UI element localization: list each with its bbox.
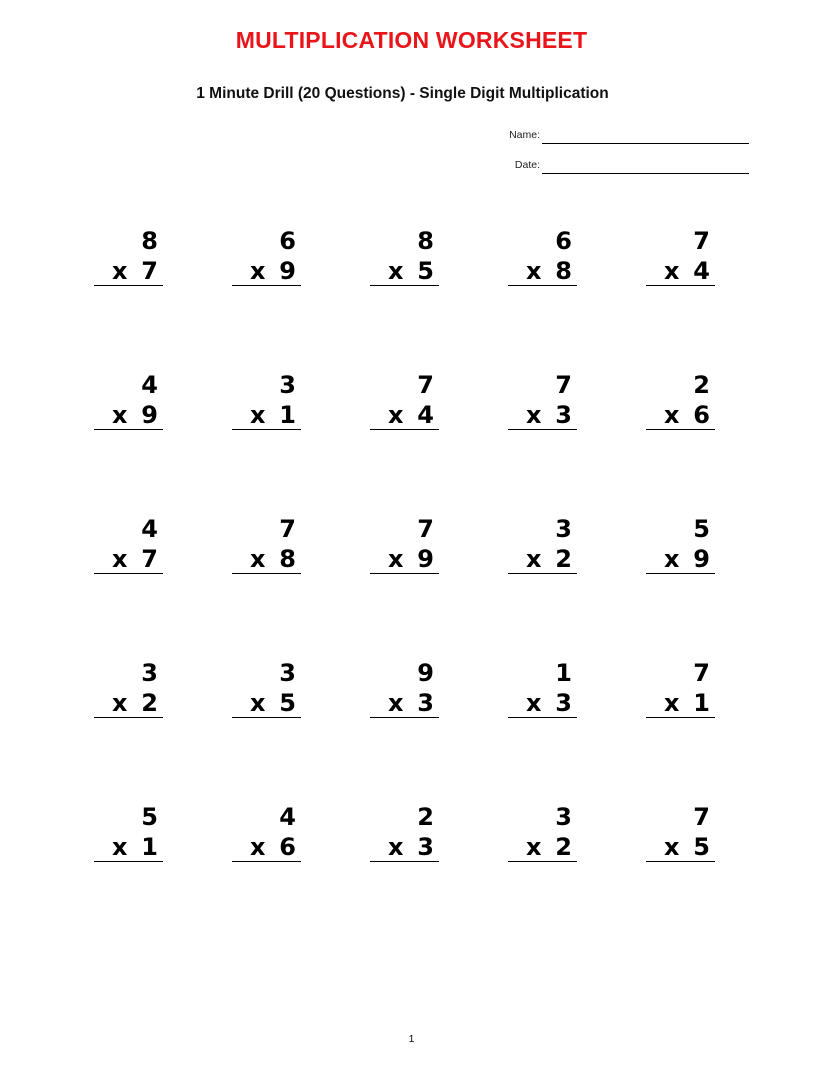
multiply-sign: x [112, 401, 128, 429]
answer-line[interactable] [508, 861, 577, 862]
answer-line[interactable] [232, 429, 301, 430]
answer-line[interactable] [232, 717, 301, 718]
multiply-sign: x [112, 833, 128, 861]
multiplicand: 3 [279, 371, 296, 399]
answer-line[interactable] [370, 861, 439, 862]
problem-18 [370, 659, 439, 719]
multiplier: 2 [555, 545, 572, 573]
answer-line[interactable] [94, 285, 163, 286]
multiply-sign: x [112, 689, 128, 717]
multiply-sign: x [526, 689, 542, 717]
multiplicand: 1 [555, 659, 572, 687]
multiplier-row [232, 257, 296, 285]
answer-line[interactable] [94, 429, 163, 430]
problem-1 [94, 227, 163, 287]
problem-4 [508, 227, 577, 287]
multiplier: 7 [141, 545, 158, 573]
multiplier: 4 [417, 401, 434, 429]
problem-15 [646, 515, 715, 575]
multiplier-row [646, 401, 710, 429]
multiplier-row [508, 401, 572, 429]
multiplier-row [508, 833, 572, 861]
multiplier-row [646, 689, 710, 717]
multiplicand: 3 [141, 659, 158, 687]
multiplicand: 4 [279, 803, 296, 831]
problem-11 [94, 515, 163, 575]
multiplier-row [94, 257, 158, 285]
answer-line[interactable] [94, 861, 163, 862]
multiplier-row [94, 833, 158, 861]
multiply-sign: x [526, 401, 542, 429]
multiply-sign: x [526, 257, 542, 285]
problem-16 [94, 659, 163, 719]
multiply-sign: x [250, 257, 266, 285]
problem-21 [94, 803, 163, 863]
multiply-sign: x [112, 257, 128, 285]
date-input-line[interactable] [542, 173, 749, 174]
multiply-sign: x [388, 401, 404, 429]
problem-grid [94, 227, 715, 947]
multiplier-row [370, 257, 434, 285]
answer-line[interactable] [232, 573, 301, 574]
problem-13 [370, 515, 439, 575]
worksheet-title: MULTIPLICATION WORKSHEET [235, 27, 588, 53]
multiplier-row [370, 689, 434, 717]
multiplier: 7 [141, 257, 158, 285]
multiplier: 9 [141, 401, 158, 429]
multiplicand: 6 [555, 227, 572, 255]
answer-line[interactable] [232, 861, 301, 862]
problem-25 [646, 803, 715, 863]
multiplier-row [370, 401, 434, 429]
multiply-sign: x [664, 401, 680, 429]
multiplier: 3 [555, 689, 572, 717]
problem-12 [232, 515, 301, 575]
multiplier-row [232, 545, 296, 573]
problem-2 [232, 227, 301, 287]
problem-23 [370, 803, 439, 863]
date-label: Date: [514, 159, 540, 171]
multiply-sign: x [388, 545, 404, 573]
multiplier-row [646, 257, 710, 285]
multiplicand: 8 [141, 227, 158, 255]
multiplier: 3 [417, 833, 434, 861]
answer-line[interactable] [370, 285, 439, 286]
multiply-sign: x [388, 257, 404, 285]
multiplier-row [232, 689, 296, 717]
multiplicand: 9 [417, 659, 434, 687]
multiply-sign: x [664, 689, 680, 717]
page-number: 1 [408, 1034, 415, 1045]
answer-line[interactable] [646, 285, 715, 286]
multiplicand: 5 [693, 515, 710, 543]
multiplier: 2 [141, 689, 158, 717]
multiplier-row [94, 545, 158, 573]
multiply-sign: x [250, 401, 266, 429]
multiplier: 4 [693, 257, 710, 285]
name-input-line[interactable] [542, 143, 749, 144]
multiplier-row [646, 833, 710, 861]
multiplier: 6 [279, 833, 296, 861]
multiply-sign: x [526, 545, 542, 573]
answer-line[interactable] [370, 717, 439, 718]
multiplier: 5 [693, 833, 710, 861]
problem-8 [370, 371, 439, 431]
multiplier-row [508, 689, 572, 717]
multiplicand: 7 [693, 803, 710, 831]
name-field [470, 129, 540, 143]
multiply-sign: x [388, 689, 404, 717]
multiplicand: 7 [555, 371, 572, 399]
problem-14 [508, 515, 577, 575]
problem-9 [508, 371, 577, 431]
multiplier-row [94, 401, 158, 429]
problem-3 [370, 227, 439, 287]
multiplicand: 8 [417, 227, 434, 255]
problem-17 [232, 659, 301, 719]
multiplicand: 7 [417, 371, 434, 399]
multiplier: 9 [417, 545, 434, 573]
multiplier-row [508, 545, 572, 573]
answer-line[interactable] [646, 717, 715, 718]
multiply-sign: x [664, 257, 680, 285]
worksheet-subtitle: 1 Minute Drill (20 Questions) - Single Digit Multiplication [196, 85, 609, 102]
multiplicand: 7 [693, 227, 710, 255]
multiplicand: 3 [279, 659, 296, 687]
multiplicand: 3 [555, 803, 572, 831]
multiplier: 9 [693, 545, 710, 573]
answer-line[interactable] [370, 573, 439, 574]
problem-6 [94, 371, 163, 431]
problem-7 [232, 371, 301, 431]
answer-line[interactable] [508, 285, 577, 286]
multiply-sign: x [388, 833, 404, 861]
multiply-sign: x [112, 545, 128, 573]
multiplier: 5 [279, 689, 296, 717]
multiplicand: 6 [279, 227, 296, 255]
multiplier: 8 [279, 545, 296, 573]
multiplier: 1 [693, 689, 710, 717]
multiplicand: 2 [693, 371, 710, 399]
multiplier: 3 [417, 689, 434, 717]
multiplicand: 3 [555, 515, 572, 543]
multiplier: 8 [555, 257, 572, 285]
multiplier: 1 [141, 833, 158, 861]
multiplier: 6 [693, 401, 710, 429]
multiplicand: 7 [417, 515, 434, 543]
multiplier: 2 [555, 833, 572, 861]
multiplicand: 4 [141, 371, 158, 399]
multiplicand: 4 [141, 515, 158, 543]
multiplicand: 5 [141, 803, 158, 831]
multiply-sign: x [250, 689, 266, 717]
answer-line[interactable] [94, 717, 163, 718]
answer-line[interactable] [94, 573, 163, 574]
problem-5 [646, 227, 715, 287]
multiplier-row [508, 257, 572, 285]
multiplier-row [370, 833, 434, 861]
problem-22 [232, 803, 301, 863]
multiply-sign: x [250, 833, 266, 861]
answer-line[interactable] [646, 573, 715, 574]
multiplier-row [370, 545, 434, 573]
answer-line[interactable] [508, 717, 577, 718]
multiply-sign: x [664, 833, 680, 861]
multiply-sign: x [526, 833, 542, 861]
answer-line[interactable] [370, 429, 439, 430]
multiplier-row [232, 833, 296, 861]
problem-10 [646, 371, 715, 431]
multiplier: 5 [417, 257, 434, 285]
multiplier: 1 [279, 401, 296, 429]
multiplier-row [232, 401, 296, 429]
problem-19 [508, 659, 577, 719]
multiplier: 9 [279, 257, 296, 285]
multiplicand: 7 [693, 659, 710, 687]
multiply-sign: x [250, 545, 266, 573]
answer-line[interactable] [646, 429, 715, 430]
multiplier-row [94, 689, 158, 717]
answer-line[interactable] [508, 429, 577, 430]
multiplier-row [646, 545, 710, 573]
multiplier: 3 [555, 401, 572, 429]
name-label: Name: [509, 129, 540, 141]
answer-line[interactable] [508, 573, 577, 574]
problem-20 [646, 659, 715, 719]
answer-line[interactable] [232, 285, 301, 286]
multiply-sign: x [664, 545, 680, 573]
date-field [470, 159, 540, 173]
multiplicand: 2 [417, 803, 434, 831]
answer-line[interactable] [646, 861, 715, 862]
problem-24 [508, 803, 577, 863]
multiplicand: 7 [279, 515, 296, 543]
